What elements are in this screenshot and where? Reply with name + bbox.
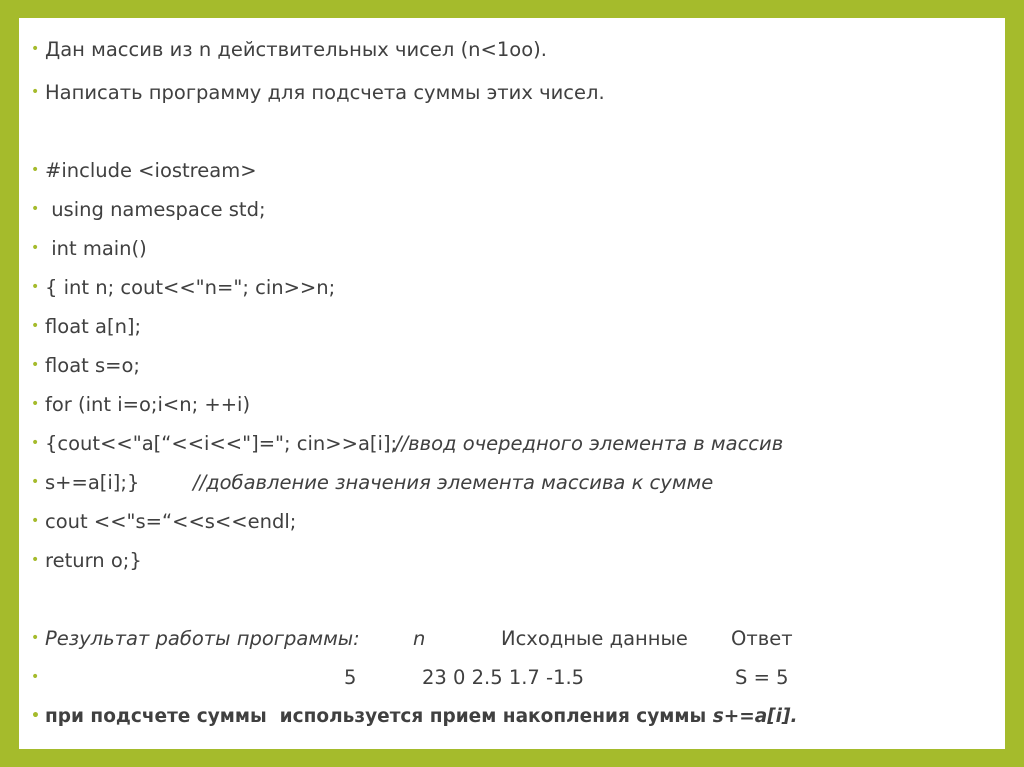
code-line-namespace <box>31 194 266 224</box>
code-comment: //добавление значения элемента массива к сумме <box>193 470 714 494</box>
code-line-include <box>31 155 257 185</box>
bullet: • <box>31 708 40 724</box>
code-text: for (int i=o;i<n; ++i) <box>45 392 251 416</box>
code-line-read-element <box>31 428 991 458</box>
result-values-line <box>31 662 991 692</box>
code-line-sum-init <box>31 350 140 380</box>
code-text: cout <<"s=“<<s<<endl; <box>45 509 297 533</box>
result-label: Результат работы программы: <box>45 626 360 650</box>
result-value-n: 5 <box>344 665 357 689</box>
bullet: • <box>31 240 40 256</box>
bullet: • <box>31 435 40 451</box>
task-line-2 <box>31 77 605 107</box>
code-line-array <box>31 311 141 341</box>
code-text: { int n; cout<<"n="; cin>>n; <box>45 275 336 299</box>
result-col-input: Исходные данные <box>501 626 688 650</box>
code-comment: //ввод очередного элемента в массив <box>395 431 784 455</box>
bullet: • <box>31 84 40 100</box>
code-text: float a[n]; <box>45 314 142 338</box>
code-line-input-n <box>31 272 335 302</box>
code-line-output <box>31 506 296 536</box>
bullet: • <box>31 41 40 57</box>
conclusion-line <box>31 701 798 731</box>
bullet: • <box>31 318 40 334</box>
code-line-for <box>31 389 250 419</box>
code-text: s+=a[i];} <box>45 470 140 494</box>
code-text: using namespace std; <box>45 197 266 221</box>
conclusion-text: при подсчете суммы используется прием накопления суммы <box>45 705 713 727</box>
bullet: • <box>31 630 40 646</box>
conclusion-formula: s+=a[i]. <box>712 705 798 727</box>
bullet: • <box>31 552 40 568</box>
task-text-1: Дан массив из n действительных чисел (n<1oo). <box>45 37 547 61</box>
bullet: • <box>31 669 40 685</box>
bullet: • <box>31 513 40 529</box>
result-col-answer: Ответ <box>731 626 793 650</box>
code-text: #include <iostream> <box>45 158 257 182</box>
task-line-1 <box>31 34 547 64</box>
code-text: return o;} <box>45 548 142 572</box>
code-text: {cout<<"a[“<<i<<"]="; cin>>a[i]; <box>45 431 398 455</box>
task-text-2: Написать программу для подсчета суммы этих чисел. <box>45 80 605 104</box>
result-value-input: 23 0 2.5 1.7 -1.5 <box>422 665 585 689</box>
bullet: • <box>31 357 40 373</box>
slide <box>19 18 1005 749</box>
result-col-n: n <box>413 626 426 650</box>
code-line-accumulate <box>31 467 991 497</box>
code-line-return <box>31 545 142 575</box>
bullet: • <box>31 162 40 178</box>
code-text: float s=o; <box>45 353 141 377</box>
result-header-line <box>31 623 991 653</box>
bullet: • <box>31 474 40 490</box>
result-value-answer: S = 5 <box>735 665 789 689</box>
bullet: • <box>31 396 40 412</box>
bullet: • <box>31 279 40 295</box>
bullet: • <box>31 201 40 217</box>
code-line-main <box>31 233 147 263</box>
code-text: int main() <box>45 236 147 260</box>
